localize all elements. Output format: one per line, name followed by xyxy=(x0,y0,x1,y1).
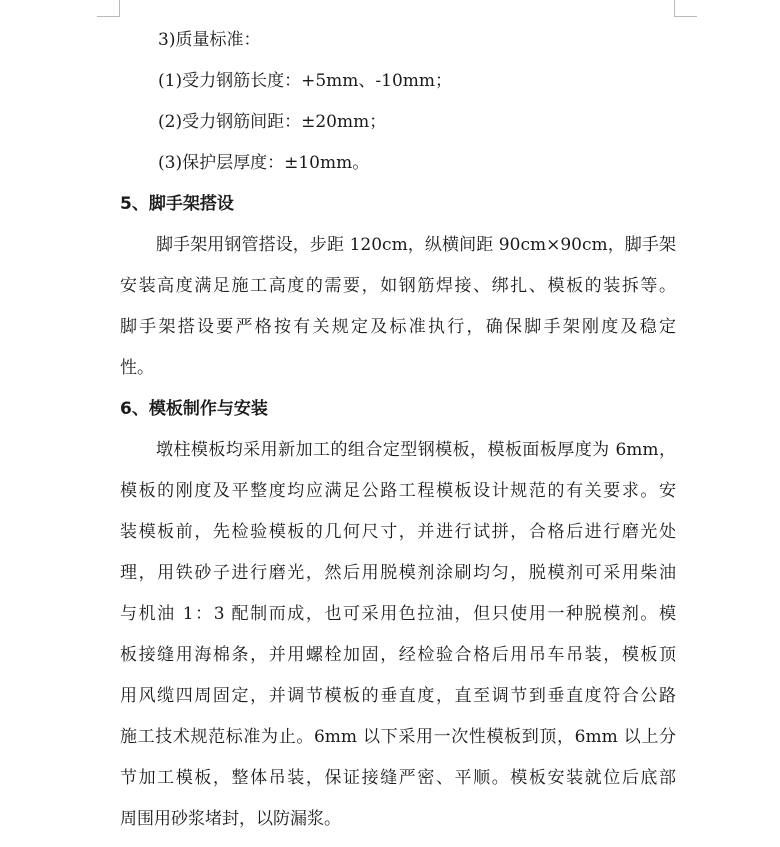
paragraph-line: 墩柱模板均采用新加工的组合定型钢模板，模板面板厚度为 6mm， xyxy=(156,440,676,460)
list-item: (1)受力钢筋长度：+5mm、-10mm； xyxy=(158,71,452,91)
paragraph-line: 脚手架搭设要严格按有关规定及标准执行，确保脚手架刚度及稳定 xyxy=(120,317,676,337)
paragraph-line: 安装高度满足施工高度的需要，如钢筋焊接、绑扎、模板的装拆等。 xyxy=(120,276,676,296)
paragraph-line: 用风缆四周固定，并调节模板的垂直度，直至调节到垂直度符合公路 xyxy=(120,686,676,706)
section-heading-scaffold: 5、脚手架搭设 xyxy=(120,194,234,214)
paragraph-formwork xyxy=(120,430,676,840)
section-heading-formwork: 6、模板制作与安装 xyxy=(120,399,268,419)
paragraph-line: 性。 xyxy=(120,358,154,378)
paragraph-line: 施工技术规范标准为止。6mm 以下采用一次性模板到顶，6mm 以上分 xyxy=(120,727,676,747)
paragraph-line: 理，用铁砂子进行磨光，然后用脱模剂涂刷均匀，脱模剂可采用柴油 xyxy=(120,563,676,583)
paragraph-line: 脚手架用钢管搭设，步距 120cm，纵横间距 90cm×90cm，脚手架 xyxy=(156,235,676,255)
list-item: (2)受力钢筋间距：±20mm； xyxy=(158,112,387,132)
crop-mark-top-left xyxy=(97,0,120,17)
paragraph-line: 周围用砂浆堵封，以防漏浆。 xyxy=(120,809,341,829)
crop-mark-top-right xyxy=(674,0,697,17)
paragraph-line: 板接缝用海棉条，并用螺栓加固，经检验合格后用吊车吊装，模板顶 xyxy=(120,645,676,665)
paragraph-line: 节加工模板，整体吊装，保证接缝严密、平顺。模板安装就位后底部 xyxy=(120,768,676,788)
paragraph-line: 装模板前，先检验模板的几何尺寸，并进行试拼，合格后进行磨光处 xyxy=(120,522,676,542)
list-item: (3)保护层厚度：±10mm。 xyxy=(158,153,370,173)
paragraph-line: 与机油 1：3 配制而成，也可采用色拉油，但只使用一种脱模剂。模 xyxy=(120,604,676,624)
paragraph-line: 模板的刚度及平整度均应满足公路工程模板设计规范的有关要求。安 xyxy=(120,481,676,501)
document-body xyxy=(120,20,676,840)
paragraph-scaffold xyxy=(120,225,676,389)
quality-standard-title: 3)质量标准： xyxy=(158,30,261,50)
